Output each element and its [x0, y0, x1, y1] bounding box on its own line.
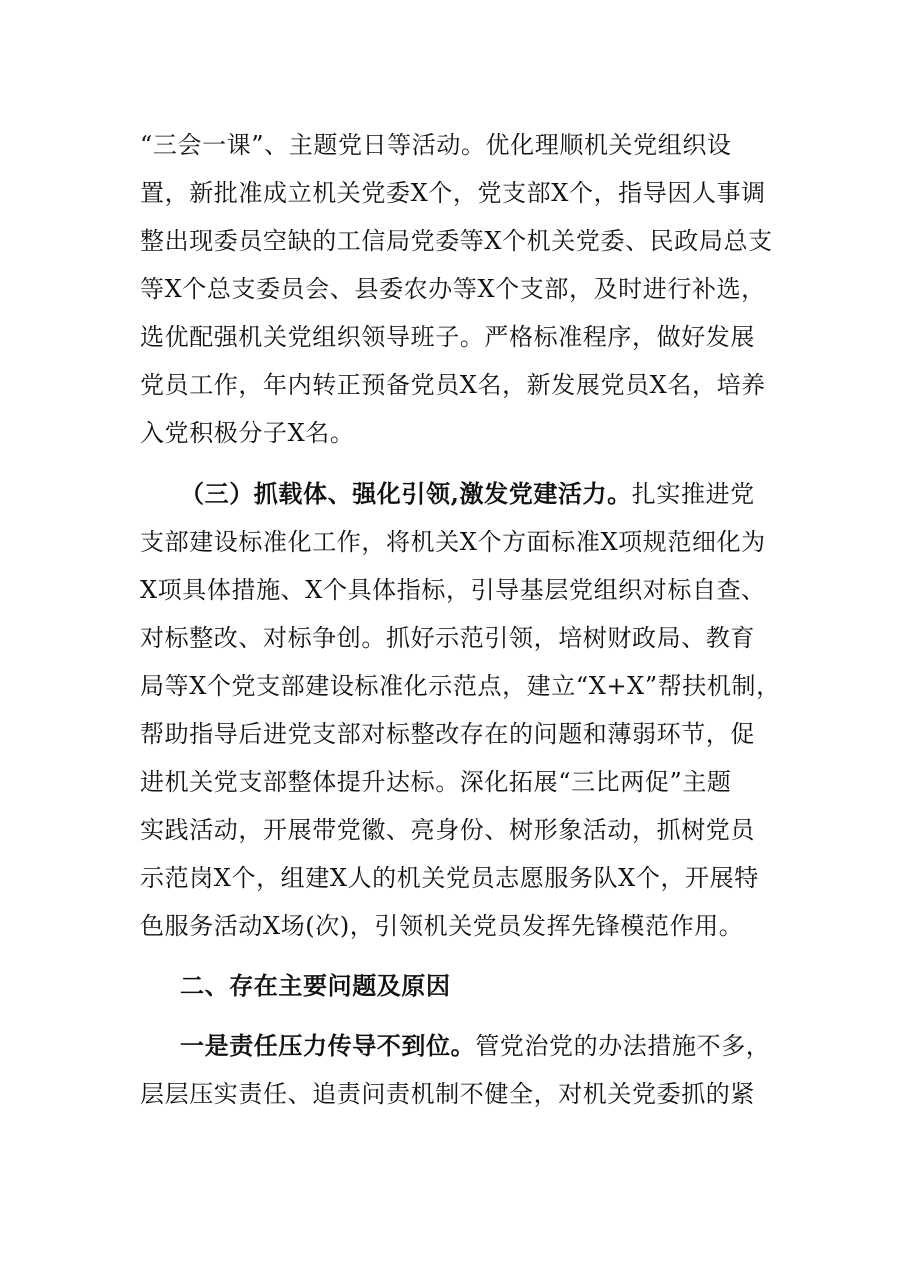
- paragraph-2-line-7: 进机关党支部整体提升达标。深化拓展“三比两促”主题: [140, 768, 732, 796]
- paragraph-2-line-2: 支部建设标准化工作，将机关X个方面标准X项规范细化为: [140, 528, 766, 556]
- paragraph-1-line-2: 置，新批准成立机关党委X个，党支部X个，指导因人事调: [140, 179, 766, 207]
- paragraph-2-line-8: 实践活动，开展带党徽、亮身份、树形象活动，抓树党员: [140, 816, 755, 844]
- paragraph-1-line-1: “三会一课”、主题党日等活动。优化理顺机关党组织设: [140, 131, 732, 159]
- paragraph-2-heading: （三）抓载体、强化引领,激发党建活力。: [180, 479, 632, 508]
- paragraph-2-line-9: 示范岗X个，组建X人的机关党员志愿服务队X个，开展特: [140, 864, 759, 892]
- paragraph-1-line-5: 选优配强机关党组织领导班子。严格标准程序，做好发展: [140, 323, 755, 351]
- paragraph-2-line-3: X项具体措施、X个具体指标，引导基层党组织对标自查、: [140, 576, 766, 604]
- paragraph-1-line-4: 等X个总支委员会、县委农办等X个支部，及时进行补选，: [140, 275, 766, 303]
- paragraph-3-first-line-text: 管党治党的办法措施不多，: [475, 1032, 771, 1060]
- paragraph-3-line-2: 层层压实责任、追责问责机制不健全，对机关党委抓的紧: [140, 1080, 755, 1108]
- paragraph-2-first-line-text: 扎实推进党: [631, 480, 755, 508]
- paragraph-2-line-6: 帮助指导后进党支部对标整改存在的问题和薄弱环节，促: [140, 720, 755, 748]
- paragraph-2-line-10: 色服务活动X场(次)，引领机关党员发挥先锋模范作用。: [140, 912, 744, 940]
- paragraph-3-heading: 一是责任压力传导不到位。: [180, 1031, 476, 1060]
- paragraph-2-line-4: 对标整改、对标争创。抓好示范引领，培树财政局、教育: [140, 624, 755, 652]
- paragraph-1-line-3: 整出现委员空缺的工信局党委等X个机关党委、民政局总支: [140, 227, 773, 255]
- paragraph-2-line-1: [180, 479, 755, 509]
- paragraph-1-line-7: 入党积极分子X名。: [140, 419, 355, 447]
- section-heading: 二、存在主要问题及原因: [180, 971, 451, 1000]
- paragraph-1-line-6: 党员工作，年内转正预备党员X名，新发展党员X名，培养: [140, 371, 766, 399]
- paragraph-3-line-1: [180, 1031, 770, 1061]
- paragraph-2-line-5: 局等X个党支部建设标准化示范点，建立“X+X”帮扶机制，: [140, 672, 781, 700]
